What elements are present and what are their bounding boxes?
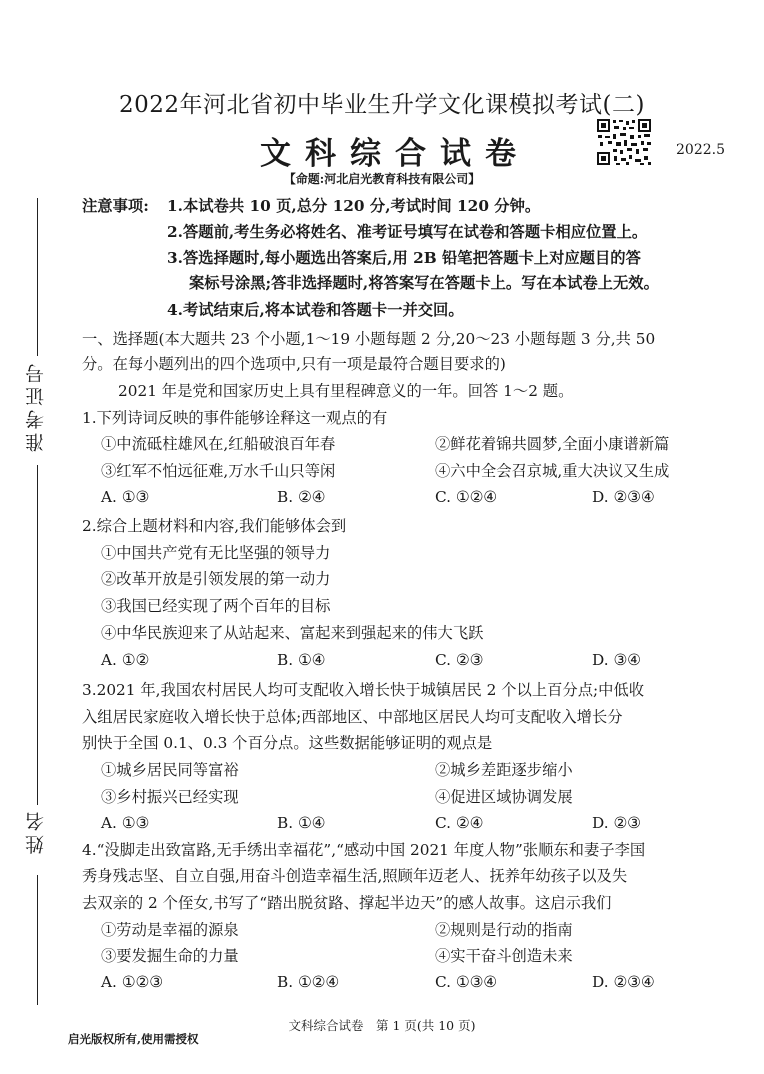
- exam-number-label: 准考证号: [25, 360, 47, 452]
- margin-line-top: [37, 198, 38, 356]
- notice-item-2: 2.答题前,考生务必将姓名、准考证号填写在试卷和答题卡相应位置上。: [167, 223, 648, 241]
- q1-choice-c: C. ①②④: [435, 488, 498, 506]
- q4-option-1: ①劳动是幸福的源泉: [101, 921, 239, 939]
- paper-setter: 【命题:河北启光教育科技有限公司】: [283, 172, 481, 186]
- name-label: 姓名: [25, 808, 47, 854]
- q3-option-3: ③乡村振兴已经实现: [101, 788, 239, 806]
- question-3-stem-line-3: 别快于全国 0.1、0.3 个百分点。这些数据能够证明的观点是: [82, 734, 493, 752]
- exam-title: 2022年河北省初中毕业生升学文化课模拟考试(二): [119, 92, 645, 118]
- question-4-stem-line-3: 去双亲的 2 个侄女,书写了“踏出脱贫路、撑起半边天”的感人故事。这启示我们: [82, 894, 612, 912]
- question-3-stem: 3.2021 年,我国农村居民人均可支配收入增长快于城镇居民 2 个以上百分点;中低收: [82, 681, 645, 699]
- q3-choice-c: C. ②④: [435, 814, 484, 832]
- q4-option-4: ④实干奋斗创造未来: [435, 947, 573, 965]
- question-4-stem: 4.“没脚走出致富路,无手绣出幸福花”,“感动中国 2021 年度人物”张顺东和妻子李国: [82, 841, 646, 859]
- q1-choice-b: B. ②④: [277, 488, 326, 506]
- q3-option-1: ①城乡居民同等富裕: [101, 761, 239, 779]
- q1-option-4: ④六中全会召京城,重大决议又生成: [435, 462, 670, 480]
- q4-choice-b: B. ①②④: [277, 973, 340, 991]
- q1-option-1: ①中流砥柱雄风在,红船破浪百年春: [101, 435, 336, 453]
- q4-choice-c: C. ①③④: [435, 973, 498, 991]
- notice-item-3-cont: 案标号涂黑;答非选择题时,将答案写在答题卡上。写在本试卷上无效。: [189, 274, 659, 292]
- page-footer: 文科综合试卷 第 1 页(共 10 页): [288, 1018, 476, 1033]
- q2-option-1: ①中国共产党有无比坚强的领导力: [101, 544, 331, 562]
- margin-line-bottom: [37, 875, 38, 1005]
- q1-choice-a: A. ①③: [101, 488, 150, 506]
- q1-choice-d: D. ②③④: [592, 488, 655, 506]
- question-4-stem-line-2: 秀身残志坚、自立自强,用奋斗创造幸福生活,照顾年迈老人、抚养年幼孩子以及失: [82, 867, 628, 885]
- qr-code-icon: [596, 118, 652, 166]
- q3-choice-b: B. ①④: [277, 814, 326, 832]
- q1-option-2: ②鲜花着锦共圆梦,全面小康谱新篇: [435, 435, 670, 453]
- notice-heading: 注意事项:: [82, 197, 149, 215]
- notice-item-3: 3.答选择题时,每小题选出答案后,用 2B 铅笔把答题卡上对应题目的答: [167, 249, 641, 267]
- question-2-stem: 2.综合上题材料和内容,我们能够体会到: [82, 517, 347, 535]
- section-heading-cont: 分。在每小题列出的四个选项中,只有一项是最符合题目要求的): [82, 355, 506, 373]
- q4-choice-d: D. ②③④: [592, 973, 655, 991]
- q2-option-3: ③我国已经实现了两个百年的目标: [101, 597, 331, 615]
- margin-line-middle: [37, 465, 38, 805]
- paper-subtitle: 文科综合试卷: [260, 136, 530, 172]
- section-heading: 一、选择题(本大题共 23 个小题,1～19 小题每题 2 分,20～23 小题每题 3 分,共 50: [82, 330, 656, 348]
- q3-option-2: ②城乡差距逐步缩小: [435, 761, 573, 779]
- question-3-stem-line-2: 入组居民家庭收入增长快于总体;西部地区、中部地区居民人均可支配收入增长分: [82, 708, 623, 726]
- q4-choice-a: A. ①②③: [101, 973, 163, 991]
- q2-choice-c: C. ②③: [435, 651, 484, 669]
- q1-option-3: ③红军不怕远征难,万水千山只等闲: [101, 462, 336, 480]
- notice-item-1: 1.本试卷共 10 页,总分 120 分,考试时间 120 分钟。: [167, 197, 541, 215]
- notice-item-4: 4.考试结束后,将本试卷和答题卡一并交回。: [167, 301, 464, 319]
- q3-choice-d: D. ②③: [592, 814, 641, 832]
- q3-choice-a: A. ①③: [101, 814, 150, 832]
- q4-option-2: ②规则是行动的指南: [435, 921, 573, 939]
- q4-option-3: ③要发掘生命的力量: [101, 947, 239, 965]
- q2-option-2: ②改革开放是引领发展的第一动力: [101, 570, 331, 588]
- q2-choice-d: D. ③④: [592, 651, 641, 669]
- material-intro: 2021 年是党和国家历史上具有里程碑意义的一年。回答 1～2 题。: [118, 382, 574, 400]
- copyright-notice: 启光版权所有,使用需授权: [68, 1032, 199, 1046]
- q2-option-4: ④中华民族迎来了从站起来、富起来到强起来的伟大飞跃: [101, 624, 484, 642]
- q2-choice-a: A. ①②: [101, 651, 150, 669]
- exam-date: 2022.5: [676, 142, 725, 158]
- q3-option-4: ④促进区域协调发展: [435, 788, 573, 806]
- q2-choice-b: B. ①④: [277, 651, 326, 669]
- question-1-stem: 1.下列诗词反映的事件能够诠释这一观点的有: [82, 409, 388, 427]
